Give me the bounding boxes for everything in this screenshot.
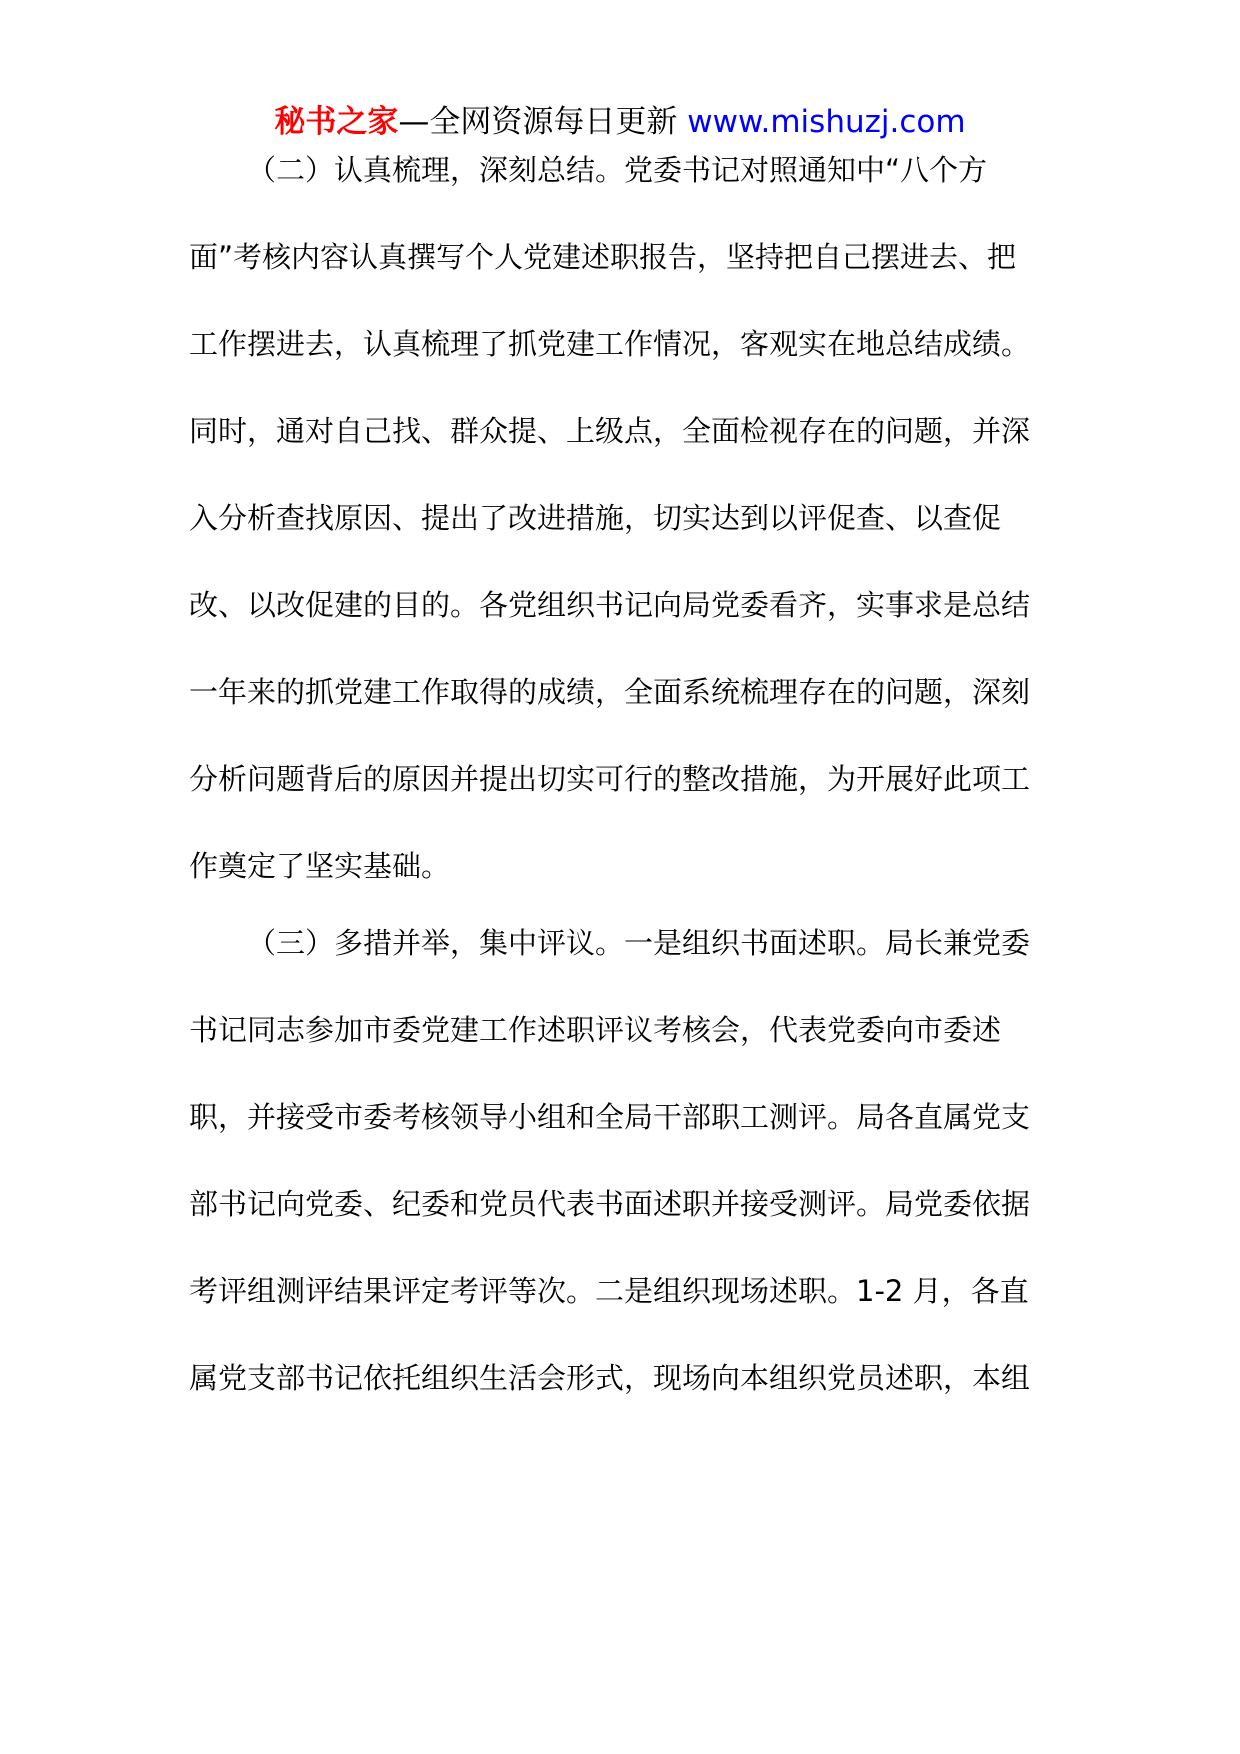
brand-name: 秘书之家 — [274, 104, 399, 140]
paragraph-2-line-5: 入分析查找原因、提出了改进措施，切实达到以评促查、以查促 — [189, 501, 1002, 535]
paragraph-2-line-1: （二）认真梳理，深刻总结。党委书记对照通知中“八个方 — [247, 153, 988, 187]
paragraph-2-line-8: 分析问题背后的原因并提出切实可行的整改措施，为开展好此项工 — [189, 762, 1031, 796]
paragraph-2-line-6: 改、以改促建的目的。各党组织书记向局党委看齐，实事求是总结 — [189, 588, 1031, 622]
paragraph-2-line-3: 工作摆进去，认真梳理了抓党建工作情况，客观实在地总结成绩。 — [189, 327, 1031, 361]
paragraph-2-line-7: 一年来的抓党建工作取得的成绩，全面系统梳理存在的问题，深刻 — [189, 675, 1031, 709]
site-url-link[interactable]: www.mishuzj.com — [687, 104, 966, 140]
paragraph-3-line-3: 职，并接受市委考核领导小组和全局干部职工测评。局各直属党支 — [189, 1100, 1031, 1134]
paragraph-2-line-2: 面”考核内容认真撰写个人党建述职报告，坚持把自己摆进去、把 — [189, 240, 1017, 274]
site-header — [0, 100, 1240, 144]
paragraph-3-line-2: 书记同志参加市委党建工作述职评议考核会，代表党委向市委述 — [189, 1013, 1002, 1047]
paragraph-3-line-6: 属党支部书记依托组织生活会形式，现场向本组织党员述职，本组 — [189, 1361, 1031, 1395]
paragraph-3-line-1: （三）多措并举，集中评议。一是组织书面述职。局长兼党委 — [247, 926, 1031, 960]
header-tagline: —全网资源每日更新 — [398, 104, 678, 140]
paragraph-3-line-5: 考评组测评结果评定考评等次。二是组织现场述职。1-2 月，各直 — [189, 1274, 1029, 1308]
paragraph-3-line-4: 部书记向党委、纪委和党员代表书面述职并接受测评。局党委依据 — [189, 1187, 1031, 1221]
paragraph-2-line-9: 作奠定了坚实基础。 — [189, 849, 451, 883]
paragraph-2-line-4: 同时，通对自己找、群众提、上级点，全面检视存在的问题，并深 — [189, 414, 1031, 448]
